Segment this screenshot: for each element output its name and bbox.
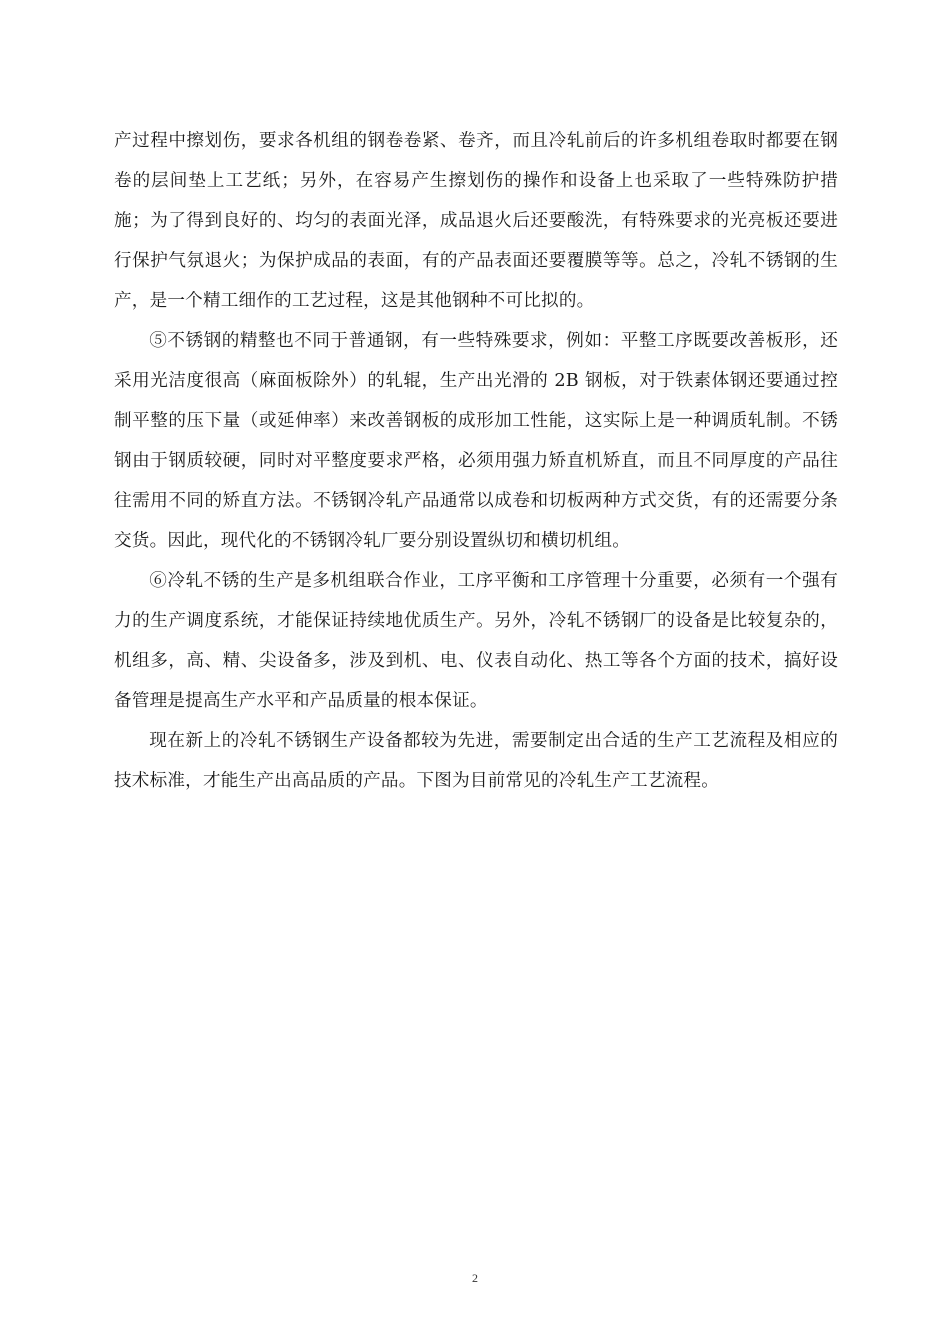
- paragraph-process-flow-intro: 现在新上的冷轧不锈钢生产设备都较为先进，需要制定出合适的生产工艺流程及相应的技术标准，才能生产出高品质的产品。下图为目前常见的冷轧生产工艺流程。: [114, 731, 838, 791]
- page-number: 2: [472, 1271, 478, 1285]
- paragraph-continuation: 产过程中擦划伤，要求各机组的钢卷卷紧、卷齐，而且冷轧前后的许多机组卷取时都要在钢卷的层间垫上工艺纸；另外，在容易产生擦划伤的操作和设备上也采取了一些特殊防护措施；为了得到良好的、均匀的表面光泽，成品退火后还要酸洗，有特殊要求的光亮板还要进行保护气氛退火；为保护成品的表面，有的产品表面还要覆膜等等。总之，冷轧不锈钢的生产，是一个精工细作的工艺过程，这是其他钢种不可比拟的。: [114, 131, 838, 311]
- document-body: [114, 121, 838, 801]
- paragraph-production-management: ⑥冷轧不锈的生产是多机组联合作业，工序平衡和工序管理十分重要，必须有一个强有力的生产调度系统，才能保证持续地优质生产。另外，冷轧不锈钢厂的设备是比较复杂的，机组多，高、精、尖设备多，涉及到机、电、仪表自动化、热工等各个方面的技术，搞好设备管理是提高生产水平和产品质量的根本保证。: [114, 571, 838, 711]
- paragraph-finishing: ⑤不锈钢的精整也不同于普通钢，有一些特殊要求，例如：平整工序既要改善板形，还采用光洁度很高（麻面板除外）的轧辊，生产出光滑的 2B 钢板，对于铁素体钢还要通过控制平整的压下量（或延伸率）来改善钢板的成形加工性能，这实际上是一种调质轧制。不锈钢由于钢质较硬，同时对平整度要求严格，必须用强力矫直机矫直，而且不同厚度的产品往往需用不同的矫直方法。不锈钢冷轧产品通常以成卷和切板两种方式交货，有的还需要分条交货。因此，现代化的不锈钢冷轧厂要分别设置纵切和横切机组。: [114, 331, 838, 551]
